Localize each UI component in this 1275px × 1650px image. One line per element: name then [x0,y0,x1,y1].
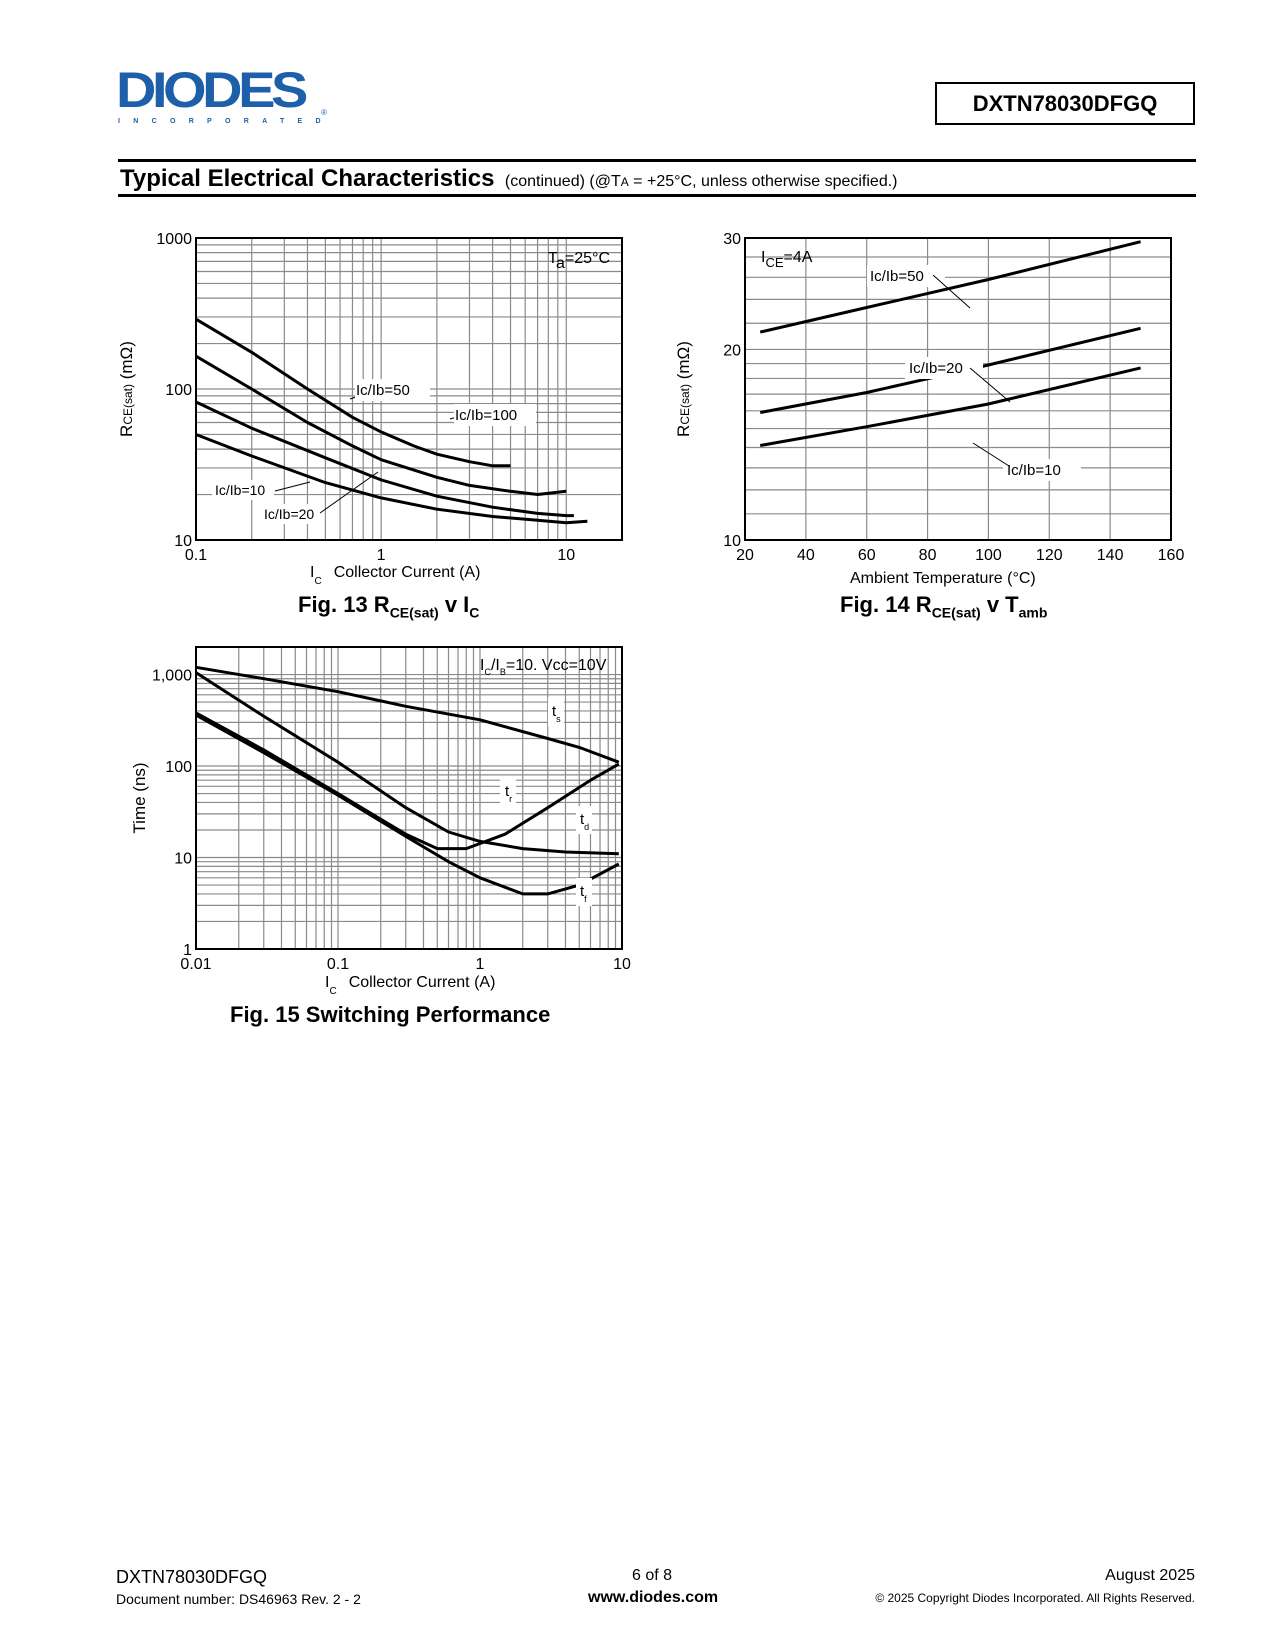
series-line-ic-ib-100 [196,319,511,466]
diodes-logo [116,62,336,130]
fig15-caption: Fig. 15 Switching Performance [230,1002,551,1027]
x-tick-label: 0.1 [184,547,208,564]
fig13-caption: Fig. 13 $R_{CE(sat)}$ v $I_C$ [298,592,480,621]
x-tick-label: 1 [376,547,386,564]
logo-registered-mark: ® [321,108,327,117]
annotation-fig14: $I_{CE}=4A$ [761,249,813,270]
x-tick-label: 140 [1096,547,1124,564]
y-tick-label: 10 [723,533,741,550]
y-tick-label: 1000 [156,231,192,248]
plot-frame [745,238,1171,540]
subtitle-post: = +25°C, unless otherwise specified.) [628,173,898,190]
label-ib10: Ic/Ib=10 [1007,462,1061,479]
ylabel-fig13: RCE(sat) (mΩ) [117,341,136,437]
y-tick-label: 1,000 [151,667,192,685]
top-rule [118,159,1196,162]
label-tr: $t_r$ [505,783,513,804]
label-ib20: Ic/Ib=20 [909,360,963,377]
xlabel-fig13: $I_CCollector$ Current (A) [310,564,481,587]
y-tick-label: 10 [174,533,192,550]
fig13-chart [110,225,750,625]
annotation-fig13: Ta=25°C [548,250,610,272]
x-tick-label: 120 [1035,547,1063,564]
footer-part: DXTN78030DFGQ [116,1567,268,1587]
section-title [120,165,898,193]
logo-subtext: INCORPORATED [118,118,334,125]
y-tick-label: 1 [183,942,192,959]
ylabel-fig14: RCE(sat) (mΩ) [674,341,693,437]
footer-copyright: © 2025 Copyright Diodes Incorporated. All Rights Reserved. [875,1591,1195,1605]
y-tick-label: 10 [174,850,192,868]
x-tick-label: 160 [1157,547,1185,564]
section-subtitle [505,173,898,190]
subtitle-sub: A [620,175,629,189]
x-tick-label: 100 [975,547,1002,564]
y-tick-label: 20 [723,342,741,360]
part-number-box: DXTN78030DFGQ [935,82,1195,125]
xlabel-fig14: Ambient Temperature (°C) [850,570,1036,587]
annotation-fig15: $I_C/I_B=10$. Vcc=10V [480,657,607,677]
x-tick-label: 1 [475,956,485,973]
footer-page-number: 6 of 8 [632,1567,673,1584]
logo-wordmark: DIODES [116,62,304,118]
label-ib100: Ic/Ib=100 [455,407,518,424]
label-td: $t_d$ [580,811,590,832]
label-ib50: Ic/Ib=50 [356,382,410,399]
x-tick-label: 40 [796,547,815,564]
x-tick-label: 80 [918,547,937,564]
fig15-chart [110,630,750,1030]
label-tf: $t_f$ [580,883,587,904]
label-ib20: Ic/Ib=20 [264,506,315,522]
x-tick-label: 0.1 [326,956,350,973]
series-line-ic-ib-10 [196,435,587,523]
series-line-ic-ib-50 [760,242,1140,332]
x-tick-label: 10 [613,956,631,973]
y-tick-label: 30 [723,231,741,248]
section-title-main: Typical Electrical Characteristics [120,165,495,192]
plot-frame [196,647,622,949]
subtitle-pre: (continued) (@T [504,173,621,190]
x-tick-label: 20 [736,547,754,564]
footer-date: August 2025 [1105,1567,1195,1584]
series-line-td [196,713,619,849]
fig14-chart [665,225,1225,625]
label-ib50: Ic/Ib=50 [870,268,924,285]
bottom-rule [118,194,1196,197]
y-tick-label: 100 [165,382,192,399]
series-line-ic-ib-10 [760,368,1140,446]
x-tick-label: 60 [857,547,876,564]
y-tick-label: 100 [165,759,192,777]
xlabel-fig15: $I_CCollector$ Current (A) [325,974,496,997]
fig14-caption: Fig. 14 $R_{CE(sat)}$ v $T_{amb}$ [840,592,1048,621]
label-ts: $t_s$ [552,703,561,724]
x-tick-label: 10 [557,547,576,564]
series-labels [212,379,536,524]
ylabel-fig15: Time (ns) [130,762,149,834]
footer-url[interactable]: www.diodes.com [588,1589,719,1606]
label-ib10: Ic/Ib=10 [215,482,266,498]
x-tick-label: 0.01 [180,956,212,973]
footer-doc-number: Document number: DS46963 Rev. 2 - 2 [116,1591,361,1607]
